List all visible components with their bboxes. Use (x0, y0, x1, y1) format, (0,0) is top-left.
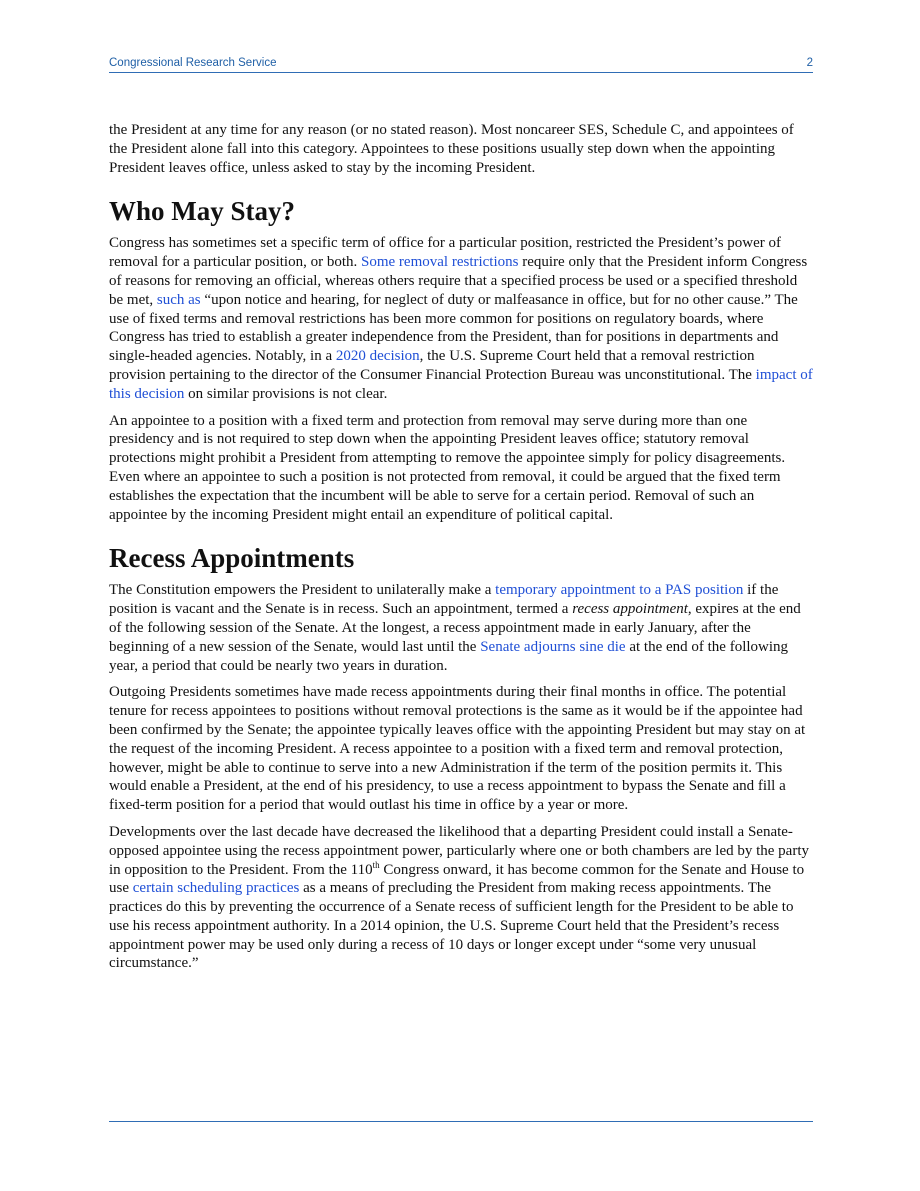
link-such-as[interactable]: such as (156, 291, 201, 308)
text-run: , the U.S. Supreme Court held that a removal restriction provision pertaining to the director of the Consumer Financial Protection Bureau was unconstitutional. The (109, 348, 756, 383)
text-run: , expires at the end of the following session of the Senate. At the longest, a recess appointment made in early January, after the beginning of a new session of the Senate, would last until the (109, 601, 801, 655)
link-impact-of-decision[interactable]: impact of this decision (109, 366, 813, 402)
link-temporary-appointment[interactable]: temporary appointment to a PAS position (495, 582, 744, 599)
recess-paragraph-2: Outgoing Presidents sometimes have made recess appointments during their final months in office. The potential tenure for recess appointees to positions without removal protections is the same as it would be if the appointee had been confirmed by the Senate; the appointee typically leaves office with the appointing President but may stay on at the request of the incoming President. A recess appointee to a position with a fixed term and removal protection, however, might be able to continue to serve into a new Administration if the term of the position permits it. This would enable a President, at the end of his presidency, to use a recess appointment to bypass the Senate and fill a fixed-term position for a period that would outlast his time in office by a year or more. (109, 684, 806, 814)
header-divider (109, 72, 813, 73)
link-scheduling-practices[interactable]: certain scheduling practices (132, 880, 300, 897)
who-may-stay-paragraph-1 (109, 234, 813, 403)
text-run: as a means of precluding the President from making recess appointments. The practices do this by preventing the occurrence of a Senate recess of sufficient length for the President to be able to use his recess appointment authority. In a 2014 opinion, the U.S. Supreme Court held that the President’s recess appointment power may be used only during a recess of 10 days or longer except under “some very unusual circumstance.” (109, 880, 794, 972)
link-senate-adjourns-sine-die[interactable]: Senate adjourns sine die (480, 638, 626, 655)
text-run: Congress onward, it has become common for the Senate and House to use (109, 861, 805, 897)
text-run: at the end of the following year, a period that could be nearly two years in duration. (109, 638, 789, 674)
ordinal-superscript: th (372, 859, 380, 870)
text-run: on similar provisions is not clear. (184, 385, 388, 402)
text-run: “upon notice and hearing, for neglect of duty or malfeasance in office, but for no other cause.” The use of fixed terms and removal restrictions has been more common for positions on regulatory boards, where Congress has tried to establish a greater independence from the President, than for positions in departments and single-headed agencies. Notably, in a (109, 291, 798, 365)
recess-paragraph-1 (109, 581, 813, 675)
link-2020-decision[interactable]: 2020 decision (335, 348, 420, 365)
recess-paragraph-3 (109, 823, 813, 973)
section-heading-who-may-stay: Who May Stay? (109, 196, 296, 227)
section-heading-recess-appointments: Recess Appointments (109, 543, 355, 574)
publisher-name: Congressional Research Service (109, 57, 277, 69)
link-removal-restrictions[interactable]: Some removal restrictions (361, 254, 519, 271)
emphasis-recess-appointment: recess appointment (572, 601, 688, 618)
text-run: Congress has sometimes set a specific term of office for a particular position, restricted the President’s power of removal for a particular position, or both. (109, 235, 782, 271)
intro-paragraph: the President at any time for any reason (or no stated reason). Most noncareer SES, Schedule C, and appointees of the President alone fall into this category. Appointees to these positions usually step down when the appointing President leaves office, unless asked to stay by the incoming President. (109, 122, 794, 176)
footer-divider (109, 1121, 813, 1122)
text-run: Developments over the last decade have decreased the likelihood that a departing President could install a Senate-opposed appointee using the recess appointment power, particularly where one or both chambers are led by the party in opposition to the President. From the 110 (109, 823, 809, 878)
page-number: 2 (806, 57, 813, 69)
running-header (109, 57, 813, 73)
document-body (109, 121, 813, 981)
text-run: The Constitution empowers the President to unilaterally make a (109, 582, 496, 599)
text-run: if the position is vacant and the Senate is in recess. Such an appointment, termed a (109, 582, 779, 618)
text-run: require only that the President inform Congress of reasons for removing an official, whereas others require that a specified process be used or a specified threshold be met, (109, 254, 808, 308)
who-may-stay-paragraph-2: An appointee to a position with a fixed term and protection from removal may serve during more than one presidency and is not required to step down when the appointing President leaves office; statutory removal protections might prohibit a President from attempting to remove the appointee simply for policy disagreements. Even where an appointee to such a position is not protected from removal, it could be argued that the fixed term establishes the expectation that the incumbent will be able to serve for a certain period. Removal of such an appointee by the incoming President might entail an expenditure of political capital. (109, 412, 786, 523)
